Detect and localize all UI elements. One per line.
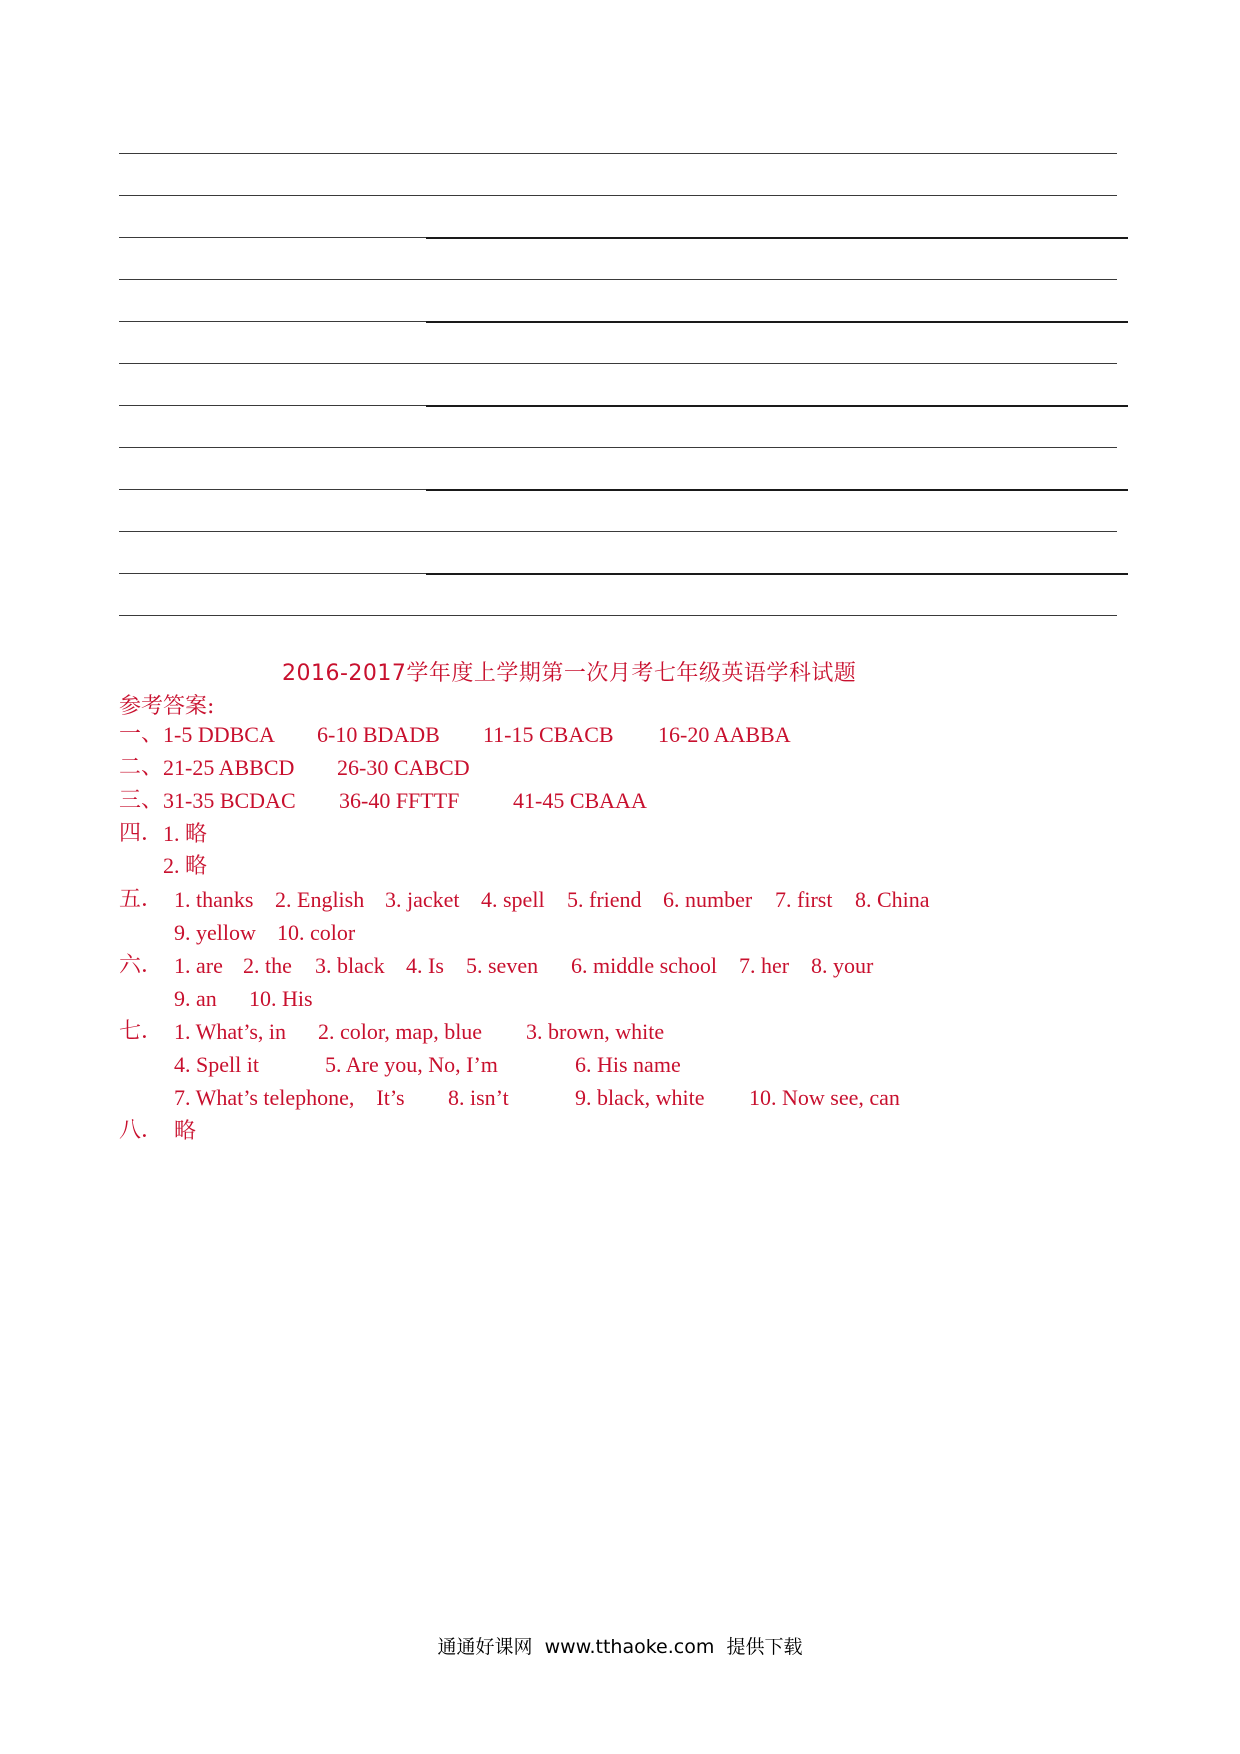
writing-line [119, 363, 1117, 364]
writing-line [426, 321, 1128, 323]
writing-line [426, 489, 1128, 491]
answer-item: 10. Now see, can [749, 1085, 900, 1110]
answer-item: 2. the [243, 953, 292, 978]
answer-item: 11-15 CBACB [483, 722, 614, 747]
answer-key-heading: 参考答案: [119, 694, 215, 719]
writing-line [426, 573, 1128, 575]
answer-item: 3. brown, white [526, 1019, 665, 1044]
answer-item: 4. spell [481, 887, 545, 912]
answer-item: 9. yellow [174, 920, 256, 945]
answer-item: 略 [174, 1118, 197, 1143]
answer-item: 1. thanks [174, 887, 254, 912]
answer-item: 10. color [277, 920, 356, 945]
writing-line [119, 321, 426, 322]
writing-line [426, 405, 1128, 407]
answer-item: 8. China [855, 887, 930, 912]
answer-item: 7. What’s telephone, It’s [174, 1085, 405, 1110]
answer-item: 1. What’s, in [174, 1019, 287, 1044]
answer-item: 7. first [775, 887, 833, 912]
answer-item: 1-5 DDBCA [163, 722, 275, 747]
answer-item: 1. are [174, 953, 223, 978]
section-label: 五． [119, 887, 164, 912]
answer-item: 6-10 BDADB [317, 722, 440, 747]
answer-item: 9. an [174, 986, 217, 1011]
answer-item: 16-20 AABBA [658, 722, 791, 747]
section-label: 四． [119, 821, 164, 846]
writing-line [426, 237, 1128, 239]
answer-item: 2. color, map, blue [318, 1019, 483, 1044]
section-label: 八． [119, 1118, 164, 1143]
answer-item: 2. 略 [163, 853, 208, 878]
writing-line [119, 573, 426, 574]
answer-item: 26-30 CABCD [337, 755, 470, 780]
answer-item: 8. your [811, 953, 874, 978]
answer-item: 5. seven [466, 953, 539, 978]
answer-item: 2. English [275, 887, 365, 912]
answer-item: 10. His [249, 986, 313, 1011]
answer-item: 9. black, white [575, 1085, 705, 1110]
answer-item: 1. 略 [163, 821, 208, 846]
document-title: 2016-2017学年度上学期第一次月考七年级英语学科试题 [282, 661, 857, 686]
answer-item: 36-40 FFTTF [339, 788, 460, 813]
answer-item: 6. His name [575, 1052, 681, 1077]
writing-line [119, 153, 1117, 154]
section-label: 二、 [119, 755, 164, 780]
writing-line [119, 279, 1117, 280]
answer-item: 4. Spell it [174, 1052, 259, 1077]
writing-line [119, 237, 426, 238]
writing-line [119, 405, 426, 406]
answer-item: 3. jacket [385, 887, 460, 912]
section-label: 一、 [119, 722, 164, 747]
section-label: 六． [119, 953, 164, 978]
writing-line [119, 489, 426, 490]
answer-item: 6. middle school [571, 953, 718, 978]
answer-item: 7. her [739, 953, 790, 978]
answer-item: 5. Are you, No, I’m [325, 1052, 498, 1077]
answer-item: 21-25 ABBCD [163, 755, 295, 780]
answer-item: 6. number [663, 887, 753, 912]
section-label: 七． [119, 1019, 164, 1044]
writing-line [119, 195, 1117, 196]
answer-item: 41-45 CBAAA [513, 788, 647, 813]
writing-line [119, 531, 1117, 532]
answer-item: 4. Is [406, 953, 444, 978]
answer-item: 3. black [315, 953, 385, 978]
answer-item: 8. isn’t [448, 1085, 509, 1110]
writing-line [119, 447, 1117, 448]
writing-line [119, 615, 1117, 616]
section-label: 三、 [119, 788, 164, 813]
answer-item: 5. friend [567, 887, 642, 912]
footer-credit: 通通好课网 www.tthaoke.com 提供下载 [437, 1636, 803, 1658]
answer-item: 31-35 BCDAC [163, 788, 296, 813]
